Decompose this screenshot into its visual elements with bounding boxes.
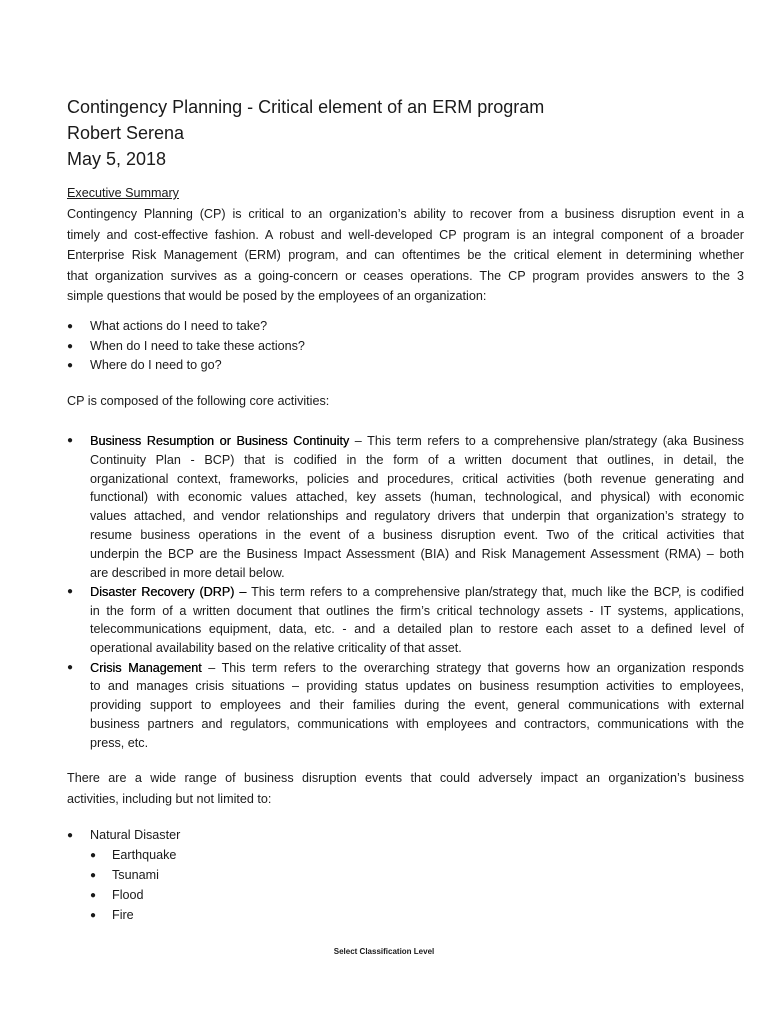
bullet-icon: ● xyxy=(67,830,74,841)
activity-item xyxy=(90,432,744,582)
activity-text: press, etc. xyxy=(90,735,149,750)
event-subitem: Earthquake xyxy=(112,848,177,862)
document-title: Contingency Planning - Critical element of an ERM program xyxy=(67,97,545,117)
text-line: activities, including but not limited to: xyxy=(67,791,272,806)
bullet-icon: ● xyxy=(67,321,74,332)
text-line xyxy=(90,583,744,602)
text-line xyxy=(90,470,744,489)
text-line: Contingency Planning (CP) is critical to an organization’s ability to recover from a business disruption event in a xyxy=(67,207,744,221)
text-line xyxy=(90,734,744,753)
question-item: What actions do I need to take? xyxy=(90,319,268,333)
text-line xyxy=(90,526,744,545)
text-line: timely and cost-effective fashion. A robust and well-developed CP program is an integral component of a broader xyxy=(67,227,744,242)
core-intro: CP is composed of the following core activities: xyxy=(67,394,330,408)
bullet-icon: ● xyxy=(67,435,74,446)
activity-text: to and manages crisis situations – providing status updates on business resumption activities to employees, xyxy=(90,679,744,694)
activity-text: values attached, and vendor relationships and regulatory drivers that underpin that organization’s strategy to xyxy=(90,509,744,524)
activity-text: providing support to employees and their families during the event, general communications with external xyxy=(90,698,744,713)
activity-text: This term refers to a comprehensive plan/strategy that, much like the BCP, is codified xyxy=(246,584,745,599)
activity-text: Continuity Plan - BCP) that is codified in the form of a written document that outlines, in detail, the xyxy=(90,452,744,467)
text-line xyxy=(90,620,744,639)
event-subitem: Tsunami xyxy=(112,868,159,882)
event-subitem: Fire xyxy=(112,908,134,922)
activity-text: resume business operations in the event of a business disruption event. Two of the critical activities that xyxy=(90,527,744,542)
text-line xyxy=(90,488,744,507)
text-line xyxy=(90,715,744,734)
footer-classification: Select Classification Level xyxy=(333,947,435,956)
text-line xyxy=(90,545,744,564)
text-line: simple questions that would be posed by the employees of an organization: xyxy=(67,289,487,304)
activity-item xyxy=(90,659,744,753)
events-paragraph xyxy=(67,768,744,809)
bullet-icon: ● xyxy=(67,585,74,597)
activity-text: organizational context, frameworks, policies and procedures, critical activities (both revenue generating and xyxy=(90,471,744,486)
activity-term: Crisis Management xyxy=(90,660,202,675)
bullet-icon: ● xyxy=(90,910,97,921)
activity-text: functional) with economic values attached, key assets (human, technological, and physical) with economic xyxy=(90,490,744,505)
text-line xyxy=(90,507,744,526)
question-item: Where do I need to go? xyxy=(90,358,222,372)
bullet-icon: ● xyxy=(67,360,74,371)
text-line xyxy=(90,432,744,451)
question-item: When do I need to take these actions? xyxy=(90,338,305,353)
author: Robert Serena xyxy=(67,123,185,143)
executive-summary-heading: Executive Summary xyxy=(67,186,179,200)
text-line xyxy=(90,564,744,583)
event-item: Natural Disaster xyxy=(90,828,181,842)
text-line xyxy=(90,602,744,621)
text-line xyxy=(90,677,744,696)
text-line: Enterprise Risk Management (ERM) program, and can oftentimes be the critical element in determining whether xyxy=(67,248,744,263)
bullet-icon: ● xyxy=(67,340,74,352)
bullet-icon: ● xyxy=(90,850,97,861)
text-line xyxy=(90,659,744,678)
executive-summary-paragraph xyxy=(67,204,744,307)
date: May 5, 2018 xyxy=(67,149,167,169)
activity-text: business partners and regulators, communications with employees and contractors, communications with the xyxy=(90,716,744,731)
activity-text: in the form of a written document that outlines the firm’s critical technology assets - IT systems, applications, xyxy=(90,603,744,618)
activity-text: operational availability based on the relative criticality of that asset. xyxy=(90,641,462,656)
activity-text: – This term refers to a comprehensive plan/strategy (aka Business xyxy=(349,434,744,448)
activity-item xyxy=(90,583,744,658)
activity-text: are described in more detail below. xyxy=(90,565,285,580)
activity-term: Business Resumption or Business Continuity xyxy=(90,434,350,448)
event-subitem: Flood xyxy=(112,888,144,902)
text-line: that organization survives as a going-concern or ceases operations. The CP program provides answers to the 3 xyxy=(67,268,744,283)
activity-text: telecommunications equipment, data, etc. - and a detailed plan to restore each asset to a defined level of xyxy=(90,622,744,637)
text-line: There are a wide range of business disruption events that could adversely impact an organization’s business xyxy=(67,771,744,785)
bullet-icon: ● xyxy=(67,661,74,673)
text-line xyxy=(90,451,744,470)
activity-text: – This term refers to the overarching strategy that governs how an organization responds xyxy=(201,660,744,675)
bullet-icon: ● xyxy=(90,870,97,881)
bullet-icon: ● xyxy=(90,890,97,901)
text-line xyxy=(90,639,744,658)
activity-text: underpin the BCP are the Business Impact Assessment (BIA) and Risk Management Assessment (RMA) – both xyxy=(90,546,744,561)
activity-term: Disaster Recovery (DRP) – xyxy=(90,584,247,599)
text-line xyxy=(90,696,744,715)
